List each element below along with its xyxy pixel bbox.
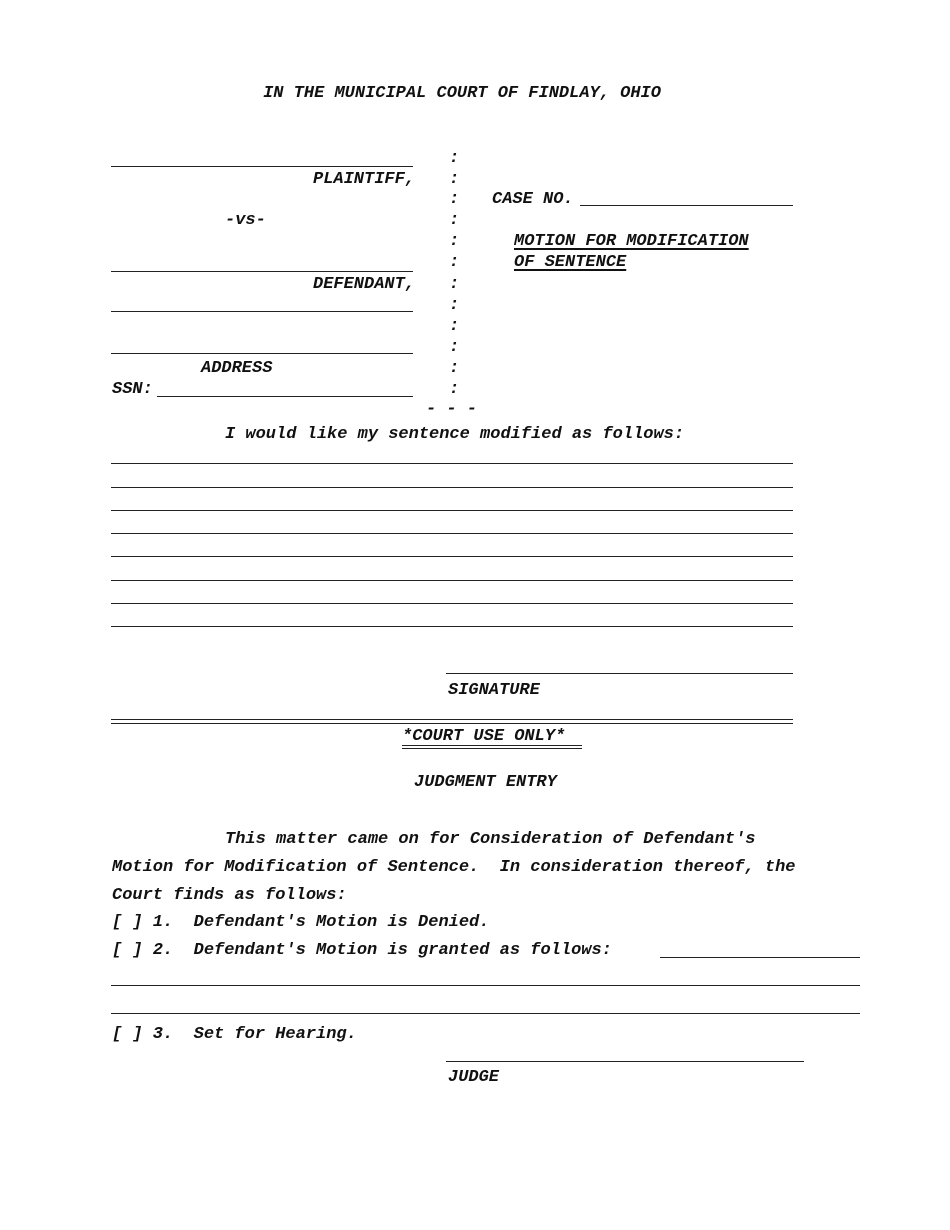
caption-colon: : (449, 338, 460, 357)
divider-line (111, 719, 793, 720)
request-line[interactable] (111, 626, 793, 627)
court-use-only-label (402, 727, 565, 747)
case-no-line[interactable] (580, 205, 793, 206)
motion-title-line2: OF SENTENCE (514, 253, 627, 272)
vs-label: -vs- (225, 211, 266, 230)
court-title: IN THE MUNICIPAL COURT OF FINDLAY, OHIO (263, 84, 661, 103)
court-use-only-text: *COURT USE ONLY* (402, 727, 566, 746)
caption-colon: : (449, 275, 460, 294)
request-line[interactable] (111, 556, 793, 557)
option-granted[interactable]: [ ] 2. Defendant's Motion is granted as follows: (112, 941, 612, 960)
request-line[interactable] (111, 510, 793, 511)
caption-colon: : (449, 253, 460, 272)
findings-line2: Motion for Modification of Sentence. In consideration thereof, the (112, 858, 796, 877)
caption-colon: : (449, 211, 460, 230)
option-denied[interactable]: [ ] 1. Defendant's Motion is Denied. (112, 913, 490, 932)
request-line[interactable] (111, 533, 793, 534)
findings-line1: This matter came on for Consideration of Defendant's (225, 830, 756, 849)
plaintiff-name-line[interactable] (111, 166, 413, 167)
request-line[interactable] (111, 603, 793, 604)
caption-colon: : (449, 149, 460, 168)
caption-separator: - - - (426, 400, 478, 419)
court-use-underline (402, 748, 582, 749)
caption-colon: : (449, 232, 460, 251)
judge-signature-line[interactable] (446, 1061, 804, 1062)
divider-line (111, 723, 793, 724)
defendant-name-line[interactable] (111, 271, 413, 272)
request-line[interactable] (111, 487, 793, 488)
request-line[interactable] (111, 580, 793, 581)
judge-label: JUDGE (448, 1068, 500, 1087)
address-line-1[interactable] (111, 311, 413, 312)
caption-colon: : (449, 170, 460, 189)
findings-line3: Court finds as follows: (112, 886, 347, 905)
granted-detail-line[interactable] (111, 985, 860, 986)
signature-label: SIGNATURE (448, 681, 540, 700)
case-no-label: CASE NO. (492, 190, 574, 209)
option-hearing[interactable]: [ ] 3. Set for Hearing. (112, 1025, 357, 1044)
granted-detail-line[interactable] (111, 1013, 860, 1014)
request-prompt: I would like my sentence modified as follows: (225, 425, 685, 444)
caption-colon: : (449, 359, 460, 378)
ssn-line[interactable] (157, 396, 413, 397)
defendant-label: DEFENDANT, (313, 275, 416, 294)
address-line-2[interactable] (111, 353, 413, 354)
caption-colon: : (449, 190, 460, 209)
caption-colon: : (449, 380, 460, 399)
caption-colon: : (449, 296, 460, 315)
plaintiff-label: PLAINTIFF, (313, 170, 416, 189)
address-label: ADDRESS (201, 359, 273, 378)
judgment-entry-title: JUDGMENT ENTRY (414, 773, 557, 792)
granted-detail-line[interactable] (660, 957, 860, 958)
request-line[interactable] (111, 463, 793, 464)
court-use-underline (402, 745, 582, 746)
caption-colon: : (449, 317, 460, 336)
ssn-label: SSN: (112, 380, 153, 399)
motion-title-line1: MOTION FOR MODIFICATION (514, 232, 749, 251)
signature-line[interactable] (446, 673, 793, 674)
